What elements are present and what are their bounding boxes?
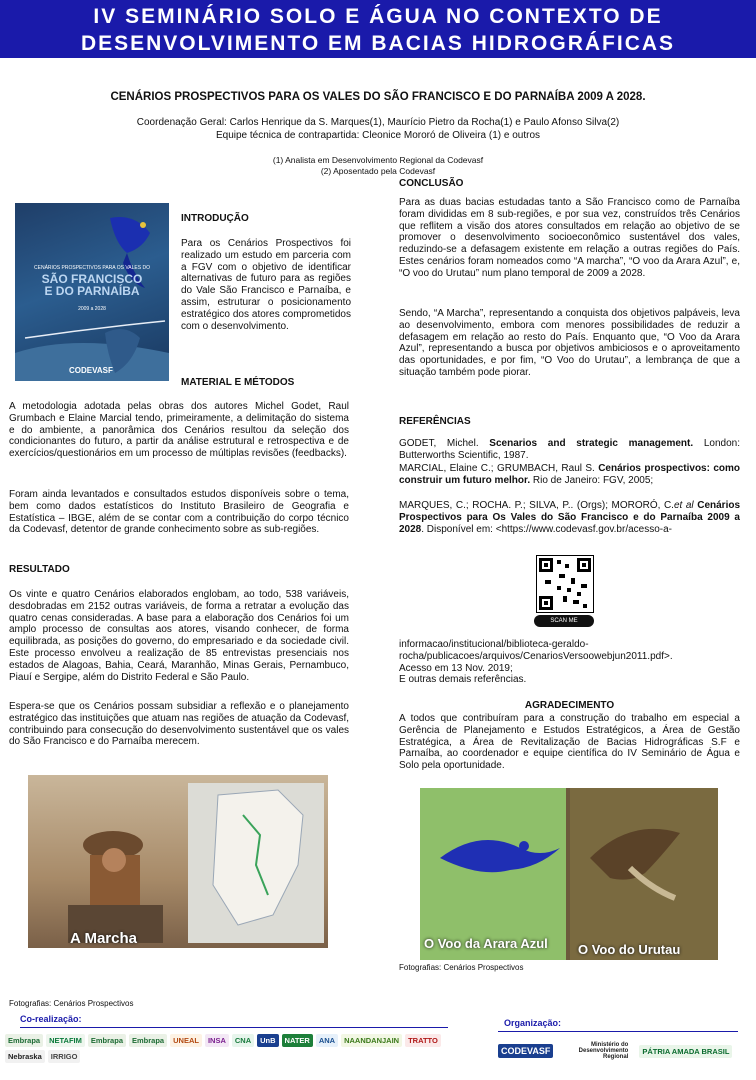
- results-text-2: Espera-se que os Cenários possam subsidiar a reflexão e o planejamento estratégico das instituições que atuam nas regiões de atuação da Codevasf, contribuindo para consecução do desenvolvimento sustentável que os vales do São Francisco e do Parnaíba merecem.: [9, 701, 349, 748]
- methods-heading: MATERIAL E MÉTODOS: [181, 377, 295, 388]
- logo-ana: ANA: [316, 1034, 338, 1047]
- ref3-author: MARQUES, C.; ROCHA. P.; SILVA, P.. (Orgs); MORORÓ, C.: [399, 500, 674, 511]
- note-1: (1) Analista em Desenvolvimento Regional da Codevasf: [272, 155, 484, 165]
- ref3-link-start: . Disponível em: <https://www.codevasf.gov.br/acesso-a-: [421, 523, 673, 535]
- conclusion-heading: CONCLUSÃO: [399, 178, 464, 189]
- ref3-etal: et al: [673, 500, 694, 511]
- cover-title: [15, 273, 169, 297]
- scan-me-label: SCAN ME: [534, 615, 594, 627]
- marcha-photo: [28, 775, 328, 948]
- qr-pattern: [537, 556, 593, 612]
- logo-embrapa-1: Embrapa: [5, 1034, 43, 1047]
- logo-codevasf: CODEVASF: [498, 1044, 553, 1058]
- logo-irrigo: IRRIGO: [48, 1050, 81, 1063]
- organizacao-label: Organização:: [504, 1018, 562, 1028]
- photo-credit-right: Fotografias: Cenários Prospectivos: [399, 963, 524, 972]
- banner-line2: DESENVOLVIMENTO EM BACIAS HIDROGRÁFICAS: [80, 32, 676, 55]
- logo-embrapa-2: Embrapa: [88, 1034, 126, 1047]
- acknowledgment-text: A todos que contribuíram para a construção do trabalho em especial a Gerência de Planejamento e Estudos Estratégicos, a Área de Gestão Estratégica, a Área de Revitalização de Bacias Hidrográficas S.F e Parnaíba, ao coordenador e equipe científica do IV Seminário de Água e Solo pela oportunidade.: [399, 713, 740, 772]
- book-cover-image: [15, 203, 169, 381]
- logo-insa: INSA: [205, 1034, 229, 1047]
- ref3-title: Cenários Prospectivos para Os Vales do São Francisco e do Parnaíba 2009 a 2028: [399, 500, 741, 535]
- birds-illustration: [420, 788, 718, 960]
- cover-title-line2: E DO PARNAÍBA: [44, 284, 140, 298]
- logo-nebraska: Nebraska: [5, 1050, 45, 1063]
- logo-embrapa-3: Embrapa: [129, 1034, 167, 1047]
- organizer-logos: [498, 1040, 748, 1062]
- banner-line1: IV SEMINÁRIO SOLO E ÁGUA NO CONTEXTO DE: [93, 5, 663, 28]
- cover-logo: CODEVASF: [69, 366, 113, 375]
- marcha-illustration: [28, 775, 328, 948]
- poster-title: CENÁRIOS PROSPECTIVOS PARA OS VALES DO SÃO FRANCISCO E DO PARNAÍBA 2009 A 2028.: [110, 91, 646, 103]
- logo-mdr: Ministério do Desenvolvimento Regional: [578, 1042, 629, 1060]
- qr-code[interactable]: [536, 555, 594, 613]
- intro-heading: INTRODUÇÃO: [181, 213, 249, 224]
- acknowledgment-heading: AGRADECIMENTO: [524, 700, 615, 711]
- ref3-access: Acesso em 13 Nov. 2019;: [399, 662, 513, 674]
- corealizacao-label: Co-realização:: [20, 1014, 82, 1024]
- affiliation-notes: [0, 155, 756, 177]
- coordination-line: Coordenação Geral: Carlos Henrique da S. Marques(1), Maurício Pietro da Rocha(1) e Paulo Afonso Silva(2): [136, 117, 620, 128]
- reference-3: [399, 500, 740, 535]
- results-text-1: Os vinte e quatro Cenários elaborados englobam, ao todo, 538 variáveis, desdobradas em 2152 outras variáveis, de forma a retratar a evolução das quatro cenas consideradas. A base para a elaboração dos Cenários foi um amplo processo de consultas aos atores, visando conhecer, de forma equilibrada, as posições do governo, do empresariado e da sociedade civil. Este processo envolveu a realização de 85 entrevistas presenciais nos estados de Alagoas, Bahia, Ceará, Maranhão, Minas Gerais, Pernambuco, Piauí e Sergipe, além do Distrito Federal e São Paulo.: [9, 589, 349, 683]
- birds-photo: [420, 788, 718, 960]
- reference-3-link-end: [399, 639, 740, 686]
- partner-logos: [5, 1034, 445, 1063]
- ref1-author: GODET, Michel.: [399, 438, 490, 449]
- cover-title-line1: SÃO FRANCISCO: [41, 272, 143, 286]
- reference-1: [399, 438, 740, 462]
- logo-naandanjain: NAANDANJAIN: [341, 1034, 402, 1047]
- cover-years: 2009 a 2028: [78, 306, 106, 312]
- marcha-caption: A Marcha: [70, 930, 137, 947]
- methods-text-2: Foram ainda levantados e consultados estudos disponíveis sobre o tema, bem como dados estatísticos do Instituto Brasileiro de Geografia e Estatística – IBGE, além de se contar com a contribuição do corpo técnico da Codevasf, detentor de grande conhecimento sobre as sub-regiões.: [9, 489, 349, 536]
- logo-unb: UnB: [257, 1034, 278, 1047]
- urutau-caption: O Voo do Urutau: [578, 942, 681, 957]
- references-heading: REFERÊNCIAS: [399, 416, 471, 427]
- team-line: Equipe técnica de contrapartida: Cleonice Mororó de Oliveira (1) e outros: [215, 130, 541, 141]
- photo-credit-left: Fotografias: Cenários Prospectivos: [9, 999, 134, 1008]
- logo-nater: NATER: [282, 1034, 313, 1047]
- arara-caption: O Voo da Arara Azul: [424, 936, 548, 951]
- ref2-author: MARCIAL, Elaine C.; GRUMBACH, Raul S.: [399, 463, 599, 474]
- methods-text-1: A metodologia adotada pelas obras dos autores Michel Godet, Raul Grumbach e Elaine Marcial tendo, primeiramente, a delimitação do sistema e do ambiente, a panorâmica dos Cenários resultou da seleção dos condicionantes do futuro, a partir da análise estrutural e retrospectiva e de exercícios/questionários em um processo de múltiplas revisões (feedbacks).: [9, 401, 349, 460]
- ref3-link: informacao/institucional/biblioteca-geraldo-rocha/publicacoes/arquivos/CenariosVersoowebjun2011.pdf>.: [399, 639, 673, 662]
- logo-uneal: UNEAL: [170, 1034, 202, 1047]
- intro-text: Para os Cenários Prospectivos foi realizado um estudo em parceria com a FGV com o objetivo de identificar alternativas de futuro para as regiões do Vale São Francisco e Parnaíba, e assim, estruturar o posicionamento estratégico dos atores comprometidos com o desenvolvimento.: [181, 238, 351, 332]
- authors: [0, 116, 756, 142]
- conclusion-text-2: Sendo, “A Marcha”, representando a conquista dos objetivos palpáveis, leva ao desenvolvimento, embora com menores possibilidades de reduzir a defasagem em relação ao resto do País. Enquanto que, “O Voo da Arara Azul”, representando a busca por objetivos ambiciosos e o aproveitamento das oportunidades, e por fim, “O Voo do Urutau”, a lembrança de que a situação também pode piorar.: [399, 308, 740, 378]
- conclusion-text-1: Para as duas bacias estudadas tanto a São Francisco como de Parnaíba foram divididas em 8 sub-regiões, e por sua vez, construídos três Cenários que reflitem a visão dos atores consultados em relação ao objetivo de se promover o desenvolvimento socioeconômico sustentável dos vales, reduzindo-se a defasagem existente em relação a outras regiões do País. Estes cenários foram nomeados como “A marcha”, “O voo da Arara Azul”, e, “O voo do Urutau” num plano temporal de 2009 a 2028.: [399, 197, 740, 279]
- divider-right: [498, 1031, 738, 1032]
- header-banner: [0, 0, 756, 58]
- ref2-title: Cenários prospectivos: como construir um futuro melhor.: [399, 463, 740, 486]
- note-2: (2) Aposentado pela Codevasf: [320, 166, 436, 176]
- ref-others: E outras demais referências.: [399, 674, 527, 686]
- reference-2: [399, 463, 740, 487]
- ref1-pub: London: Butterworths Scientific, 1987.: [399, 438, 740, 461]
- logo-brasil: PÁTRIA AMADA BRASIL: [639, 1045, 732, 1058]
- logo-tratto: TRATTO: [405, 1034, 441, 1047]
- divider-left: [20, 1027, 448, 1028]
- logo-cna: CNA: [232, 1034, 254, 1047]
- ref2-pub: Rio de Janeiro: FGV, 2005;: [530, 474, 654, 486]
- ref1-title: Scenarios and strategic management.: [489, 438, 694, 449]
- results-heading: RESULTADO: [9, 564, 70, 575]
- logo-netafim: NETAFIM: [46, 1034, 85, 1047]
- cover-subtitle: CENÁRIOS PROSPECTIVOS PARA OS VALES DO: [34, 265, 150, 271]
